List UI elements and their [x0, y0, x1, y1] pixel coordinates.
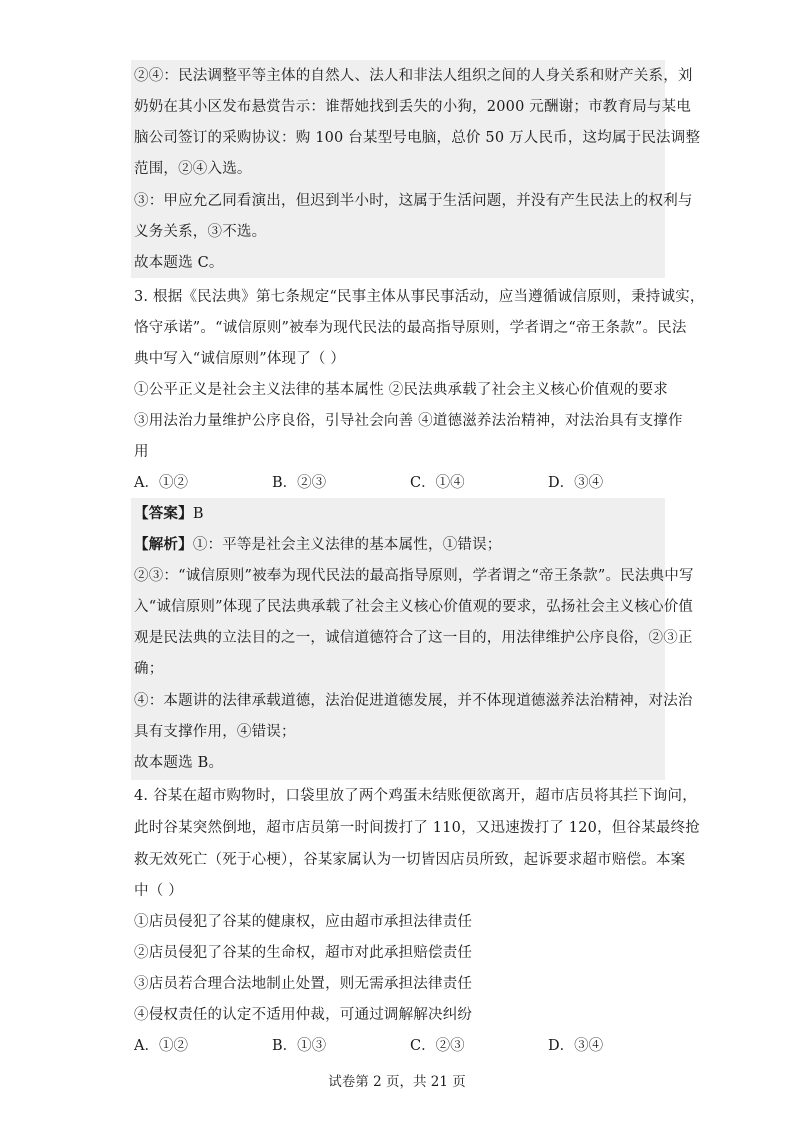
analysis-text: ①：平等是社会主义法律的基本属性，①错误； — [192, 537, 502, 553]
q2-analysis-line: 故本题选 C。 — [134, 255, 224, 271]
q3-analysis-line: 故本题选 B。 — [134, 755, 224, 771]
q3-stem-line: 典中写入“诚信原则”体现了（ ） — [134, 351, 346, 367]
q4-statement-line: ②店员侵犯了谷某的生命权，超市对此承担赔偿责任 — [134, 945, 473, 961]
q2-analysis-line: ③：甲应允乙同看演出，但迟到半小时，这属于生活问题，并没有产生民法上的权利与 — [134, 193, 693, 209]
q3-option-b: B．②③ — [272, 475, 327, 491]
q4-option-a: A．①② — [134, 1038, 188, 1054]
page-footer: 试卷第 2 页，共 21 页 — [328, 1074, 466, 1090]
q3-stem-line: 3. 根据《民法典》第七条规定“民事主体从事民事活动，应当遵循诚信原则，秉持诚实， — [134, 289, 705, 305]
q4-statement-line: ④侵权责任的认定不适用仲裁，可通过调解解决纠纷 — [134, 1007, 473, 1023]
q4-statement-line: ①店员侵犯了谷某的健康权，应由超市承担法律责任 — [134, 914, 473, 930]
analysis-label: 【解析】 — [134, 536, 193, 553]
q4-option-b: B．①③ — [272, 1038, 327, 1054]
q3-stem-line: 恪守承诺”。“诚信原则”被奉为现代民法的最高指导原则，学者谓之“帝王条款”。民法 — [134, 320, 687, 336]
q2-analysis-line: ②④：民法调整平等主体的自然人、法人和非法人组织之间的人身关系和财产关系，刘 — [134, 68, 693, 84]
q4-stem-line: 救无效死亡（死于心梗），谷某家属认为一切皆因店员所致，起诉要求超市赔偿。本案 — [134, 852, 686, 868]
q4-stem-line: 中（ ） — [134, 883, 183, 899]
q2-analysis-line: 脑公司签订的采购协议：购 100 台某型号电脑，总价 50 万人民币，这均属于民法调整 — [134, 130, 701, 146]
q4-option-d: D．③④ — [548, 1038, 604, 1054]
q2-analysis-line: 义务关系，③不选。 — [134, 224, 267, 240]
q3-analysis-line: 观是民法典的立法目的之一，诚信道德符合了这一目的，用法律维护公序良俗，②③正 — [134, 630, 693, 646]
q3-option-d: D．③④ — [548, 475, 604, 491]
q4-statement-line: ③店员若合理合法地制止处置，则无需承担法律责任 — [134, 976, 473, 992]
q3-option-a: A．①② — [134, 475, 188, 491]
q3-analysis-line: ④：本题讲的法律承载道德，法治促进道德发展，并不体现道德滋养法治精神，对法治 — [134, 693, 693, 709]
q4-stem-line: 4. 谷某在超市购物时，口袋里放了两个鸡蛋未结账便欲离开，超市店员将其拦下询问， — [134, 788, 697, 804]
answer-value: B — [192, 506, 204, 522]
answer-label: 【答案】 — [134, 505, 193, 522]
q2-analysis-line: 奶奶在其小区发布悬赏告示：谁帮她找到丢失的小狗，2000 元酬谢；市教育局与某电 — [134, 99, 692, 115]
q3-analysis-line — [134, 535, 502, 555]
q4-stem-line: 此时谷某突然倒地，超市店员第一时间拨打了 110，又迅速拨打了 120，但谷某最终抢 — [134, 820, 700, 836]
q3-analysis-line: 确； — [134, 661, 164, 677]
q2-analysis-line: 范围，②④入选。 — [134, 161, 252, 177]
q3-analysis-line: 具有支撑作用，④错误； — [134, 724, 296, 740]
q3-statement-line: 用 — [134, 444, 149, 460]
q3-statement-line: ①公平正义是社会主义法律的基本属性 ②民法典承载了社会主义核心价值观的要求 — [134, 382, 669, 398]
q3-statement-line: ③用法治力量维护公序良俗，引导社会向善 ④道德滋养法治精神，对法治具有支撑作 — [134, 413, 683, 429]
q4-option-c: C．②③ — [410, 1038, 465, 1054]
q3-analysis-line: ②③：“诚信原则”被奉为现代民法的最高指导原则，学者谓之“帝王条款”。民法典中写 — [134, 568, 694, 584]
q3-option-c: C．①④ — [410, 475, 465, 491]
q3-answer-line — [134, 504, 204, 524]
q3-analysis-line: 入“诚信原则”体现了民法典承载了社会主义核心价值观的要求，弘扬社会主义核心价值 — [134, 599, 694, 615]
